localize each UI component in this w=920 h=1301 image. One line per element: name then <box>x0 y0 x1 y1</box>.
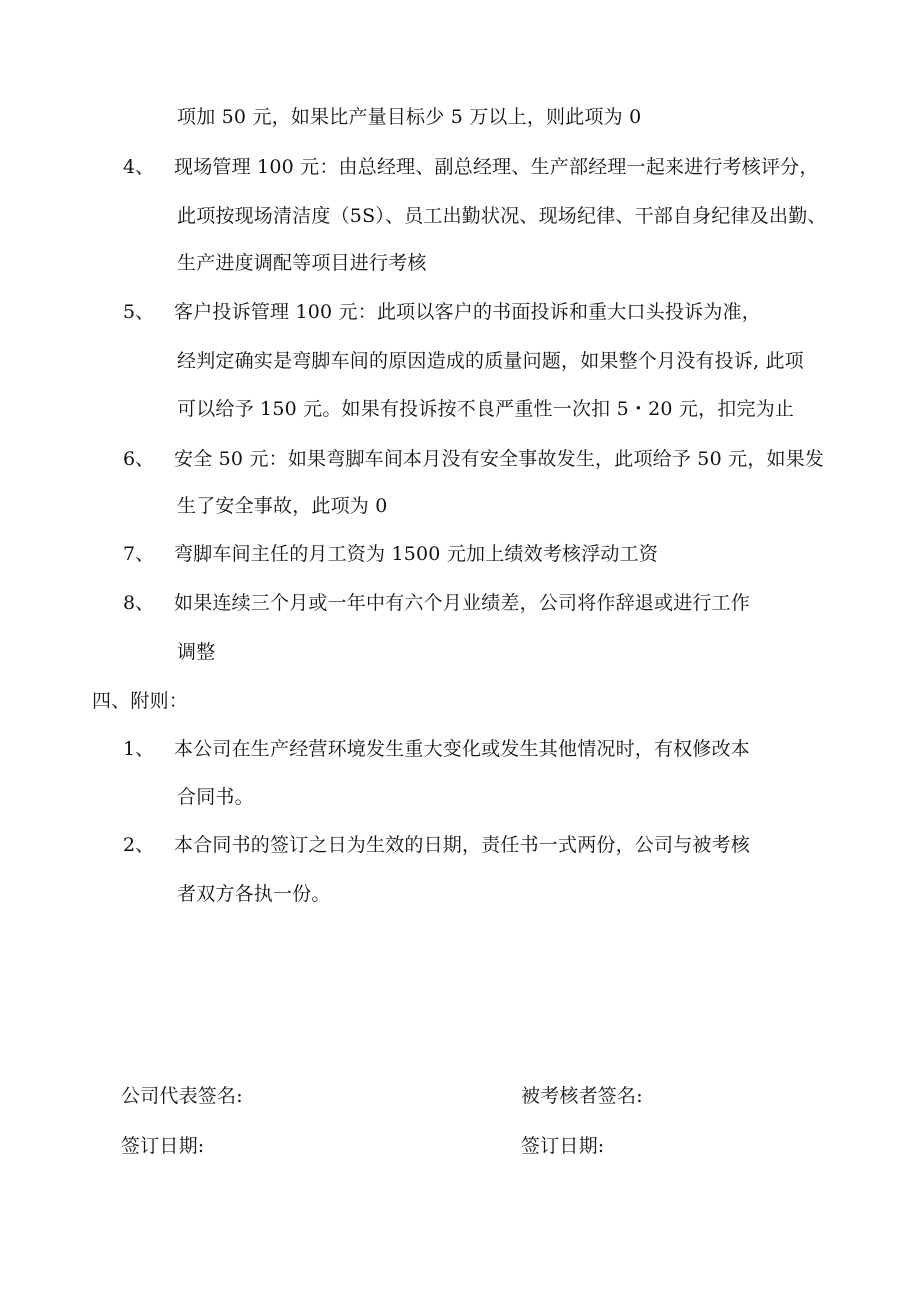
company-representative-signature-label: 公司代表签名: <box>121 1085 243 1107</box>
appendix-2-number: 2、 <box>123 834 155 856</box>
item-6-line-1: 安全 50 元：如果弯脚车间本月没有安全事故发生，此项给予 50 元，如果发 <box>174 448 825 470</box>
item-5-line-1: 客户投诉管理 100 元：此项以客户的书面投诉和重大口头投诉为准， <box>174 301 761 323</box>
item-8-line-2: 调整 <box>177 641 216 663</box>
item-5-number: 5、 <box>123 301 155 323</box>
assessee-sign-date-label: 签订日期: <box>521 1135 605 1157</box>
item-4-number: 4、 <box>123 156 155 178</box>
appendix-1-line-2: 合同书。 <box>177 786 254 808</box>
item-7-line-1: 弯脚车间主任的月工资为 1500 元加上绩效考核浮动工资 <box>174 543 659 565</box>
assessee-signature-label: 被考核者签名: <box>521 1085 643 1107</box>
appendix-2-line-2: 者双方各执一份。 <box>177 883 331 905</box>
continuation-line: 项加 50 元，如果比产量目标少 5 万以上，则此项为 0 <box>177 106 642 128</box>
company-sign-date-label: 签订日期: <box>121 1135 205 1157</box>
item-7-number: 7、 <box>123 543 155 565</box>
item-8-line-1: 如果连续三个月或一年中有六个月业绩差，公司将作辞退或进行工作 <box>174 592 751 614</box>
appendix-1-line-1: 本公司在生产经营环境发生重大变化或发生其他情况时，有权修改本 <box>174 738 751 760</box>
item-8-number: 8、 <box>123 592 155 614</box>
section-heading-appendix: 四、附则： <box>92 690 189 712</box>
appendix-2-line-1: 本合同书的签订之日为生效的日期，责任书一式两份，公司与被考核 <box>174 834 751 856</box>
item-4-line-1: 现场管理 100 元：由总经理、副总经理、生产部经理一起来进行考核评分， <box>174 156 819 178</box>
item-4-line-2: 此项按现场清洁度（5S）、员工出勤状况、现场纪律、干部自身纪律及出勤、 <box>177 205 827 227</box>
item-5-line-2: 经判定确实是弯脚车间的原因造成的质量问题，如果整个月没有投诉, 此项 <box>177 350 804 372</box>
item-5-line-3: 可以给予 150 元。如果有投诉按不良严重性一次扣 5・20 元，扣完为止 <box>177 398 795 420</box>
item-6-line-2: 生了安全事故，此项为 0 <box>177 495 388 517</box>
appendix-1-number: 1、 <box>123 738 155 760</box>
item-4-line-3: 生产进度调配等项目进行考核 <box>177 252 427 274</box>
item-6-number: 6、 <box>123 448 155 470</box>
